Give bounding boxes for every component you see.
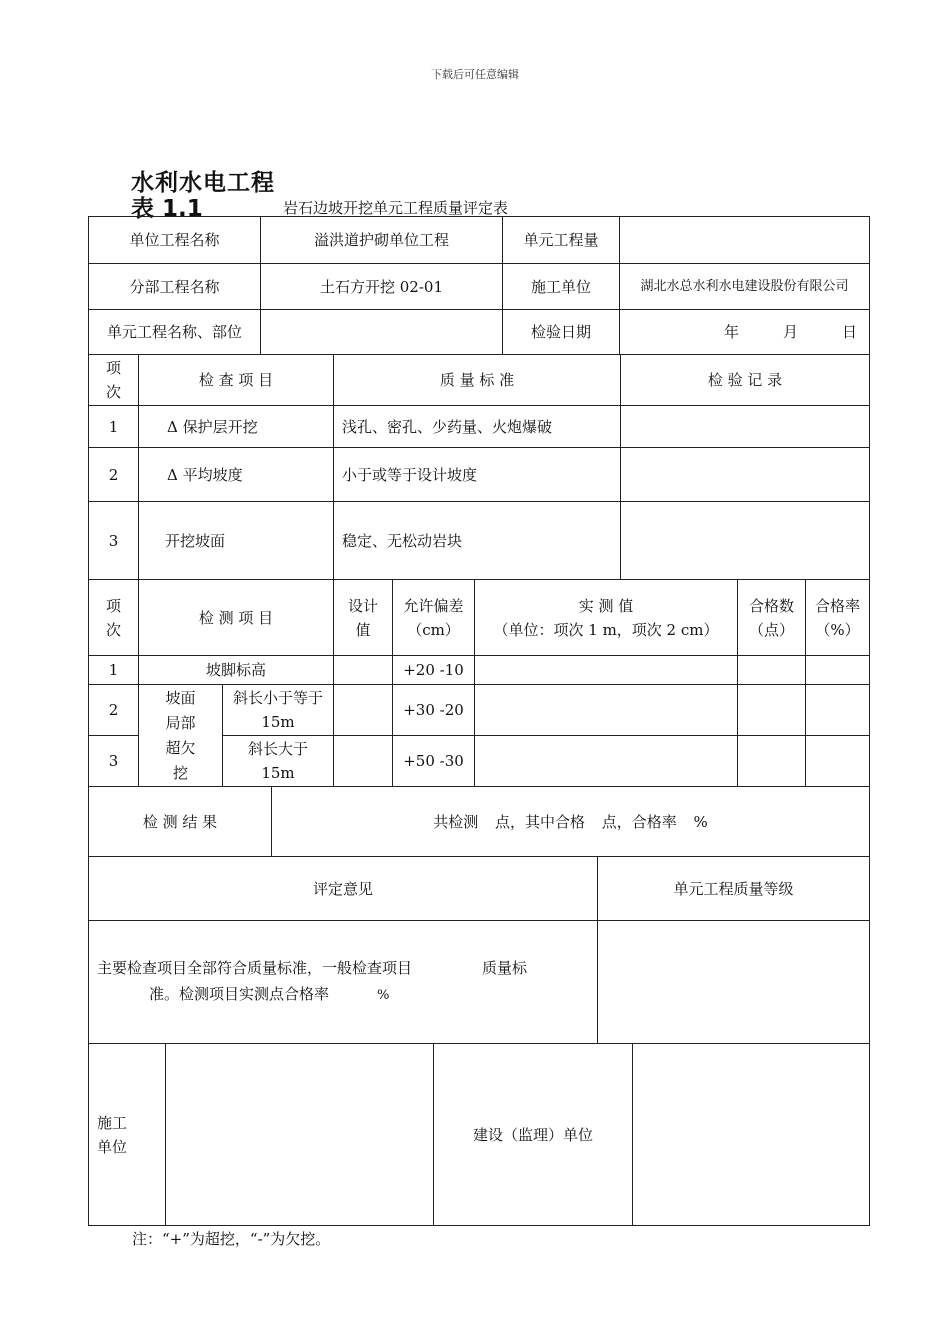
measure-item-header: 检 测 项 目 <box>139 580 334 656</box>
unit-project-value: 溢洪道护砌单位工程 <box>261 217 503 264</box>
inspection-row-record <box>621 406 870 448</box>
pass-rate-header: 合格率（%） <box>806 580 870 656</box>
inspection-item-header: 检 查 项 目 <box>139 355 334 406</box>
pass-count-header: 合格数（点） <box>738 580 806 656</box>
division-label: 分部工程名称 <box>89 264 261 310</box>
form-title: 岩石边坡开挖单元工程质量评定表 <box>283 199 509 217</box>
inspection-standard-header: 质 量 标 准 <box>334 355 621 406</box>
pass-count-cell <box>738 736 806 787</box>
design-value-cell <box>334 736 393 787</box>
info-table <box>88 216 870 355</box>
division-value: 土石方开挖 02-01 <box>261 264 503 310</box>
pass-rate-cell <box>806 736 870 787</box>
title-line-2: 表 1.1 <box>131 196 203 222</box>
pass-count-cell <box>738 656 806 685</box>
slope-overbreak-group-label: 坡面局部超欠挖 <box>139 685 223 787</box>
measured-value-title: 实 测 值 <box>578 596 634 615</box>
inspection-row-no: 2 <box>89 448 139 502</box>
inspection-row-record <box>621 448 870 502</box>
inspection-row-item: Δ 平均坡度 <box>139 448 334 502</box>
date-month: 月 <box>782 323 798 341</box>
inspection-row-item: 开挖坡面 <box>139 502 334 580</box>
footnote: 注：“+”为超挖，“-”为欠挖。 <box>132 1230 331 1248</box>
inspection-record-header: 检 验 记 录 <box>621 355 870 406</box>
supervisor-sign-label: 建设（监理）单位 <box>434 1044 633 1226</box>
pass-count-cell <box>738 685 806 736</box>
measure-no-header: 项 次 <box>89 580 139 656</box>
measured-value-cell <box>475 685 738 736</box>
supervisor-sign-area <box>633 1044 870 1226</box>
result-table <box>88 786 870 857</box>
contractor-sign-label: 施工单位 <box>89 1044 166 1226</box>
design-value-cell <box>334 685 393 736</box>
element-name-value <box>261 310 503 355</box>
inspection-no-header: 项 次 <box>89 355 139 406</box>
measured-value-cell <box>475 656 738 685</box>
inspection-row-no: 1 <box>89 406 139 448</box>
pass-rate-cell <box>806 656 870 685</box>
design-value-cell <box>334 656 393 685</box>
measure-row-item: 斜长大于 15m <box>223 736 334 787</box>
title-line-1: 水利水电工程 <box>131 170 275 196</box>
inspection-row-item: Δ 保护层开挖 <box>139 406 334 448</box>
unit-project-label: 单位工程名称 <box>89 217 261 264</box>
header-note: 下载后可任意编辑 <box>431 68 519 81</box>
evaluation-table <box>88 856 870 1044</box>
measured-value-cell <box>475 736 738 787</box>
opinion-text: 主要检查项目全部符合质量标准，一般检查项目 质量标 准。检测项目实测点合格率 % <box>89 921 598 1044</box>
measure-row-no: 3 <box>89 736 139 787</box>
tolerance-header: 允许偏差（cm） <box>393 580 475 656</box>
inspection-row-no: 3 <box>89 502 139 580</box>
inspection-row-record <box>621 502 870 580</box>
inspection-table <box>88 354 870 580</box>
inspection-row-standard: 稳定、无松动岩块 <box>334 502 621 580</box>
element-quantity-label: 单元工程量 <box>503 217 620 264</box>
measured-value-header <box>475 580 738 656</box>
opinion-label: 评定意见 <box>89 857 598 921</box>
date-day: 日 <box>841 323 857 341</box>
element-quantity-value <box>620 217 870 264</box>
contractor-label: 施工单位 <box>503 264 620 310</box>
design-value-header: 设计值 <box>334 580 393 656</box>
measure-row-no: 2 <box>89 685 139 736</box>
inspection-row-standard: 小于或等于设计坡度 <box>334 448 621 502</box>
measure-row-no: 1 <box>89 656 139 685</box>
grade-value <box>598 921 870 1044</box>
tolerance-cell: +50 -30 <box>393 736 475 787</box>
grade-label: 单元工程质量等级 <box>598 857 870 921</box>
measure-row-item: 斜长小于等于 15m <box>223 685 334 736</box>
element-name-label: 单元工程名称、部位 <box>89 310 261 355</box>
contractor-value: 湖北水总水利水电建设股份有限公司 <box>620 264 870 310</box>
inspection-row-standard: 浅孔、密孔、少药量、火炮爆破 <box>334 406 621 448</box>
tolerance-cell: +30 -20 <box>393 685 475 736</box>
measured-value-unit: （单位：项次 1 m，项次 2 cm） <box>493 620 719 639</box>
result-text: 共检测 点，其中合格 点，合格率 % <box>272 787 870 857</box>
date-year: 年 <box>723 323 739 341</box>
inspection-date-label: 检验日期 <box>503 310 620 355</box>
measure-row-item: 坡脚标高 <box>139 656 334 685</box>
result-label: 检 测 结 果 <box>89 787 272 857</box>
pass-rate-cell <box>806 685 870 736</box>
tolerance-cell: +20 -10 <box>393 656 475 685</box>
inspection-date-value <box>620 310 870 355</box>
contractor-sign-area <box>166 1044 434 1226</box>
measurement-table <box>88 579 870 787</box>
signature-table <box>88 1043 870 1226</box>
